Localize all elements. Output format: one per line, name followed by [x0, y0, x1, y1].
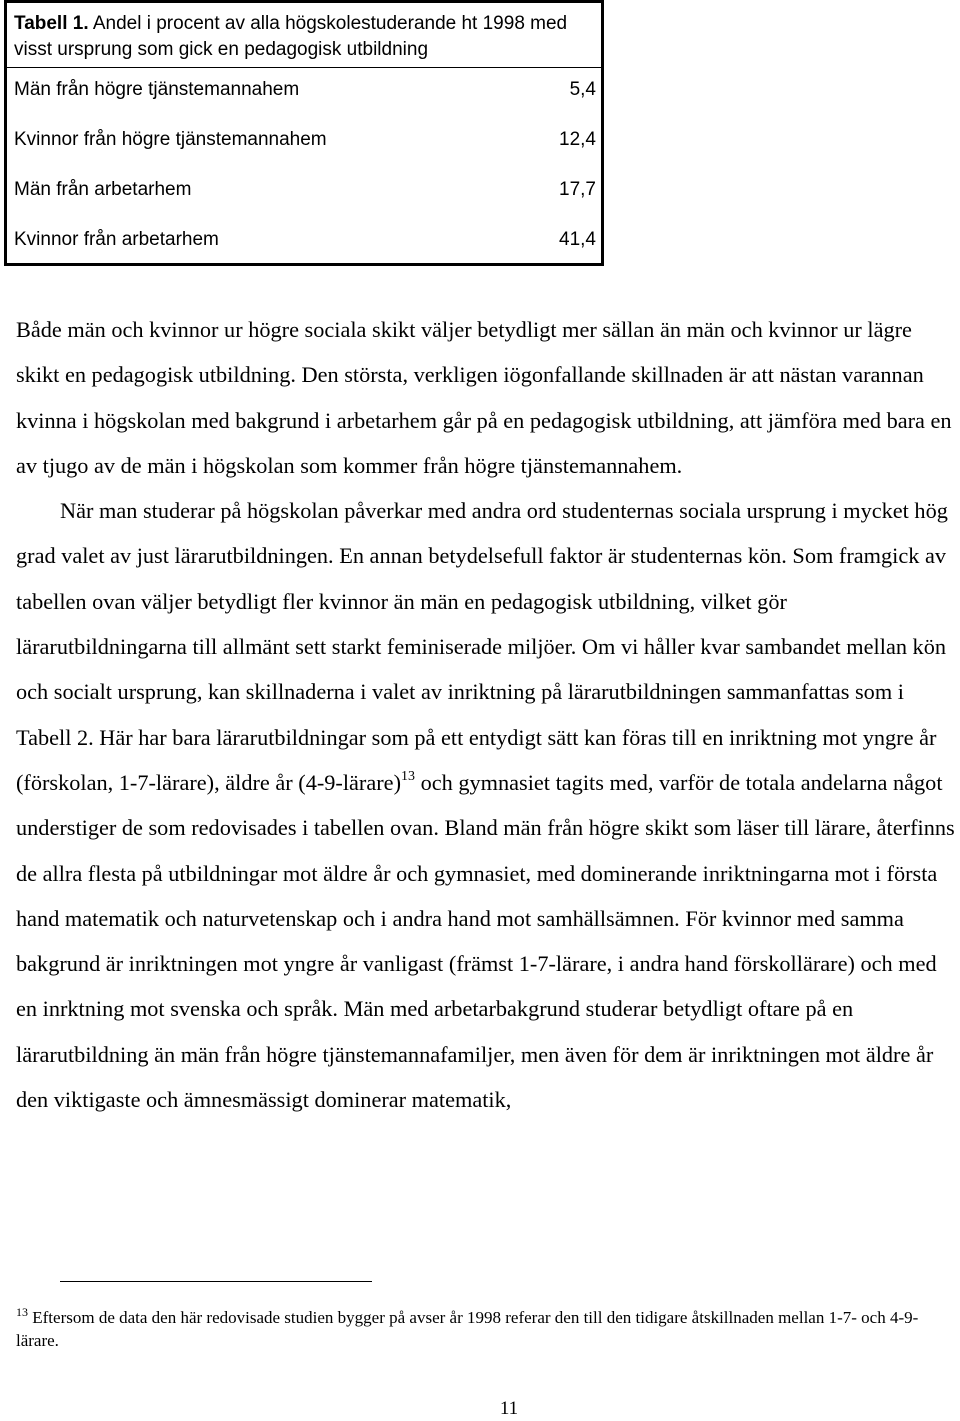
table-caption [14, 11, 594, 63]
table-row-label: Män från arbetarhem [14, 179, 192, 200]
table-row-value: 17,7 [559, 179, 596, 200]
table-row-label: Kvinnor från högre tjänstemannahem [14, 129, 327, 150]
footnote-reference[interactable]: 13 [401, 768, 416, 784]
table-row [14, 127, 596, 153]
table-row-label: Kvinnor från arbetarhem [14, 229, 219, 250]
body-text [16, 307, 956, 1122]
footnote [16, 1306, 956, 1352]
paragraph-1: Både män och kvinnor ur högre sociala skikt väljer betydligt mer sällan än män och kvinnor ur lägre skikt en pedagogisk utbildning. Den största, verkligen iögonfallande skillnaden är att nästan varannan kvinna i högskolan med bakgrund i arbetarhem går på en pedagogisk utbildning, att jämföra med bara en av tjugo av de män i högskolan som kommer från högre tjänstemannahem. [16, 317, 952, 478]
footnote-number: 13 [16, 1305, 28, 1319]
paragraph-2-part-1: När man studerar på högskolan påverkar med andra ord studenternas sociala ursprung i mycket hög grad valet av just lärarutbildningen. En annan betydelsefull faktor är studenternas kön. Som framgick av tabellen ovan väljer betydligt fler kvinnor än män en pedagogisk utbildning, vilket gör lärarutbildningarna till allmänt sett starkt feminiserade miljöer. Om vi håller kvar sambandet mellan kön och socialt ursprung, kan skillnaderna i valet av inriktning på lärarutbildningen sammanfattas som i Tabell 2. Här har bara lärarutbildningar som på ett entydigt sätt kan föras till en inriktning mot yngre år (förskolan, 1-7-lärare), äldre år (4-9-lärare) [16, 498, 948, 795]
caption-divider [7, 67, 601, 68]
table-caption-text: Andel i procent av alla högskolestuderande ht 1998 med visst ursprung som gick en pedagogisk utbildning [14, 13, 568, 60]
table-row-value: 5,4 [569, 79, 596, 100]
table-row [14, 227, 596, 253]
page-number: 11 [499, 1398, 519, 1419]
table-row-label: Män från högre tjänstemannahem [14, 79, 300, 100]
table-row-value: 41,4 [559, 229, 596, 250]
table-1 [4, 0, 604, 266]
footnote-text: Eftersom de data den här redovisade studien bygger på avser år 1998 referar den till den tidigare åtskillnaden mellan 1-7- och 4-9-lärare. [16, 1308, 919, 1350]
paragraph-2 [16, 488, 956, 1122]
table-row [14, 77, 596, 103]
footnote-divider [60, 1281, 372, 1282]
table-label: Tabell 1. [14, 13, 89, 34]
table-row [14, 177, 596, 203]
paragraph-2-part-2: och gymnasiet tagits med, varför de totala andelarna något understiger de som redovisades i tabellen ovan. Bland män från högre skikt som läser till lärare, återfinns de allra flesta på utbildningar mot äldre år och gymnasiet, med dominerande inriktningarna mot i första hand matematik och naturvetenskap och i andra hand mot samhällsämnen. För kvinnor med samma bakgrund är inriktningen mot yngre år vanligast (främst 1-7-lärare, i andra hand förskollärare) och med en inrktning mot svenska och språk. Män med arbetarbakgrund studerar betydligt oftare på en lärarutbildning än män från högre tjänstemannafamiljer, men även för dem är inriktningen mot äldre år den viktigaste och ämnesmässigt dominerar matematik, [16, 769, 955, 1113]
table-row-value: 12,4 [559, 129, 596, 150]
